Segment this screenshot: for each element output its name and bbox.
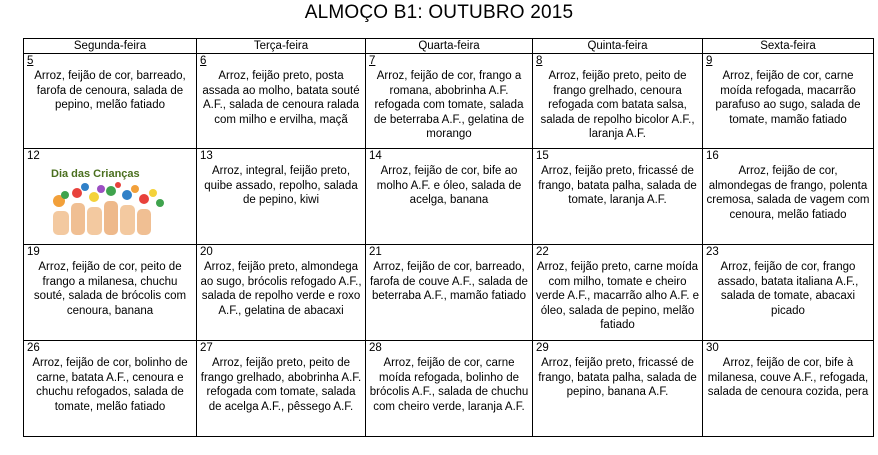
day-menu: Arroz, feijão preto, posta assada ao molho, batata souté A.F., salada de cenoura ralada com milho e ervilha, maçã [202,70,360,126]
day-number: 6 [200,55,207,67]
day-menu: Arroz, feijão de cor, bife à milanesa, couve A.F., refogada, salada de cenoura cozida, pera [707,357,869,399]
day-cell [703,341,874,437]
day-number: 27 [200,342,213,354]
day-number: 22 [536,246,549,258]
day-menu: Arroz, feijão de cor, frango assado, batata italiana A.F., salada de tomate, abacaxi picado [717,261,859,317]
day-number: 12 [27,150,40,162]
header-tuesday: Terça-feira [197,39,366,54]
day-cell [703,54,874,149]
day-menu: Arroz, feijão preto, fricassé de frango, batata palha, salada de tomate, laranja A.F. [538,165,697,207]
week-row [24,245,874,341]
day-cell [366,149,533,245]
day-cell [197,149,366,245]
day-cell [197,341,366,437]
day-number: 9 [706,55,713,67]
day-cell [24,54,197,149]
day-menu: Arroz, feijão preto, peito de frango grelhado, cenoura refogada com batata salsa, salada de repolho bicolor A.F., laranja A.F. [540,70,695,141]
day-cell [24,341,197,437]
day-number: 21 [369,246,382,258]
day-cell [197,54,366,149]
painted-hands-icon [45,181,175,237]
day-cell [533,245,703,341]
day-cell [24,245,197,341]
day-menu: Arroz, feijão de cor, bolinho de carne, batata A.F., cenoura e chuchu refogados, salada de tomate, melão fatiado [32,357,188,413]
day-menu: Arroz, integral, feijão preto, quibe assado, repolho, salada de pepino, kiwi [204,165,358,207]
day-number: 23 [706,246,719,258]
day-menu: Arroz, feijão preto, fricassé de frango, batata palha, salada de pepino, banana A.F. [538,357,697,399]
page-title: ALMOÇO B1: OUTUBRO 2015 [304,2,574,23]
day-cell [24,149,197,245]
day-cell [703,245,874,341]
day-menu: Arroz, feijão de cor, carne moída refogada, macarrão parafuso ao sugo, salada de tomate, mamão fatiado [715,70,861,126]
day-menu: Arroz, feijão de cor, carne moída refogada, bolinho de brócolis A.F., salada de chuchu com cheiro verde, laranja A.F. [369,357,529,413]
day-number: 29 [536,342,549,354]
day-menu: Arroz, feijão preto, carne moída com milho, tomate e cheiro verde A.F., macarrão alho A.F. e óleo, salada de pepino, melão fatiado [536,261,699,332]
day-menu: Arroz, feijão de cor, almondegas de frango, polenta cremosa, salada de vagem com cenoura, melão fatiado [706,165,870,221]
day-number: 15 [536,150,549,162]
day-menu: Arroz, feijão de cor, peito de frango a milanesa, chuchu souté, salada de brócolis com cenoura, banana [33,261,187,317]
week-row [24,341,874,437]
day-cell [366,341,533,437]
day-number: 5 [27,55,34,67]
header-wednesday: Quarta-feira [366,39,533,54]
header-friday: Sexta-feira [703,39,874,54]
header-monday: Segunda-feira [24,39,197,54]
childrens-day-banner [45,165,175,237]
day-cell [197,245,366,341]
day-cell [703,149,874,245]
day-cell [533,54,703,149]
day-menu: Arroz, feijão preto, peito de frango grelhado, abobrinha A.F. refogada com tomate, salada de acelga A.F., pêssego A.F. [200,357,362,413]
day-cell [533,341,703,437]
day-number: 28 [369,342,382,354]
day-cell [533,149,703,245]
weekday-header-row [24,39,874,54]
day-number: 14 [369,150,382,162]
day-cell [366,245,533,341]
day-number: 20 [200,246,213,258]
day-number: 19 [27,246,40,258]
day-menu: Arroz, feijão preto, almondega ao sugo, brócolis refogado A.F., salada de repolho verde e roxo A.F., gelatina de abacaxi [200,261,362,317]
menu-calendar-table [23,38,874,437]
day-menu: Arroz, feijão de cor, frango a romana, abobrinha A.F. refogada com tomate, salada de beterraba A.F., gelatina de morango [373,70,525,141]
day-menu: Arroz, feijão de cor, barreado, farofa de cenoura, salada de pepino, melão fatiado [34,70,186,112]
week-row [24,149,874,245]
day-number: 26 [27,342,40,354]
day-number: 8 [536,55,543,67]
day-number: 30 [706,342,719,354]
week-row [24,54,874,149]
day-number: 7 [369,55,376,67]
day-number: 16 [706,150,719,162]
day-menu: Arroz, feijão de cor, bife ao molho A.F. e óleo, salada de acelga, banana [376,165,522,207]
banner-text: Dia das Crianças [51,168,140,180]
day-number: 13 [200,150,213,162]
header-thursday: Quinta-feira [533,39,703,54]
day-menu: Arroz, feijão de cor, barreado, farofa de couve A.F., salada de beterraba A.F., mamão fatiado [370,261,528,303]
day-cell [366,54,533,149]
